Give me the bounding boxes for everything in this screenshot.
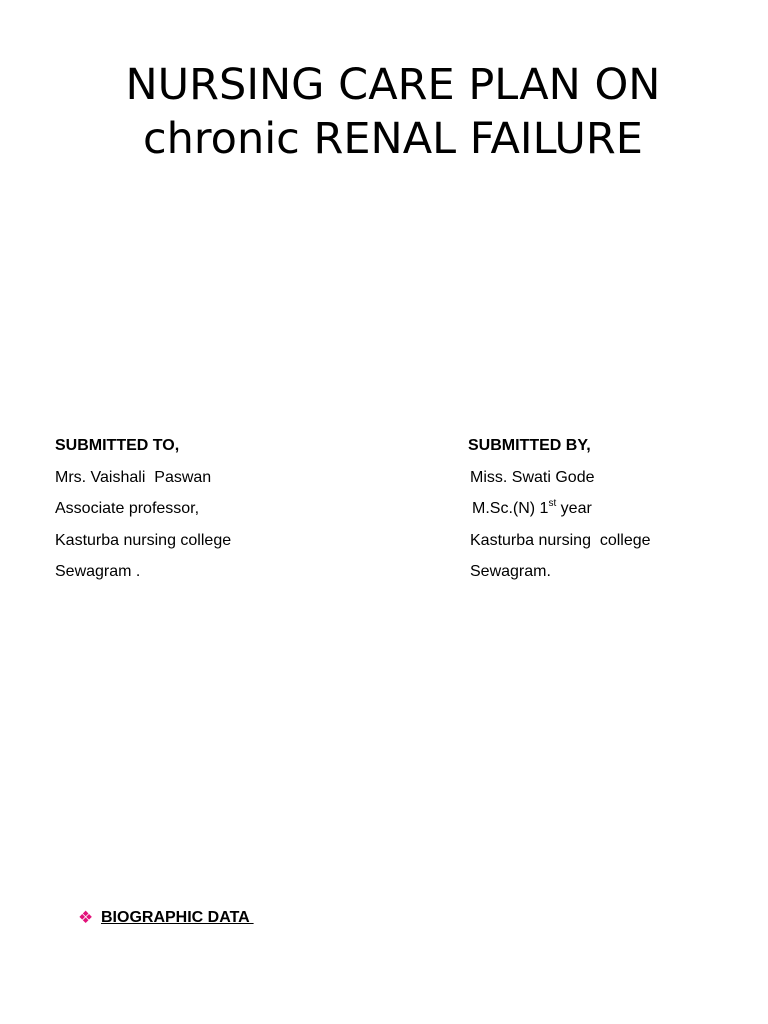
degree-text: M.Sc.(N) 1	[472, 500, 549, 517]
title-line-2: chronic RENAL FAILURE	[143, 114, 643, 164]
submitted-by-place: Sewagram.	[470, 563, 551, 580]
submitted-to-institution: Kasturba nursing college	[55, 531, 232, 549]
submitted-by-name: Miss. Swati Gode	[470, 468, 595, 486]
submitted-to-heading: SUBMITTED TO,	[55, 437, 180, 454]
submitted-to-name: Mrs. Vaishali Paswan	[55, 468, 212, 486]
degree-ordinal: st	[548, 498, 557, 509]
submitted-by-heading: SUBMITTED BY,	[468, 437, 591, 454]
submitted-by-institution: Kasturba nursing college	[470, 531, 651, 549]
submitted-by-degree	[468, 493, 651, 525]
submitted-to-designation: Associate professor,	[55, 500, 200, 517]
submitted-to-place: Sewagram .	[55, 563, 141, 580]
degree-suffix: year	[556, 500, 592, 517]
biographic-data-section	[78, 906, 254, 930]
document-title	[0, 58, 768, 166]
title-line-1: NURSING CARE PLAN ON	[125, 60, 661, 110]
section-heading: BIOGRAPHIC DATA	[101, 909, 254, 926]
submitted-to-block	[55, 430, 231, 588]
submitted-by-block	[468, 430, 651, 588]
diamond-bullet-icon: ❖	[78, 908, 94, 928]
